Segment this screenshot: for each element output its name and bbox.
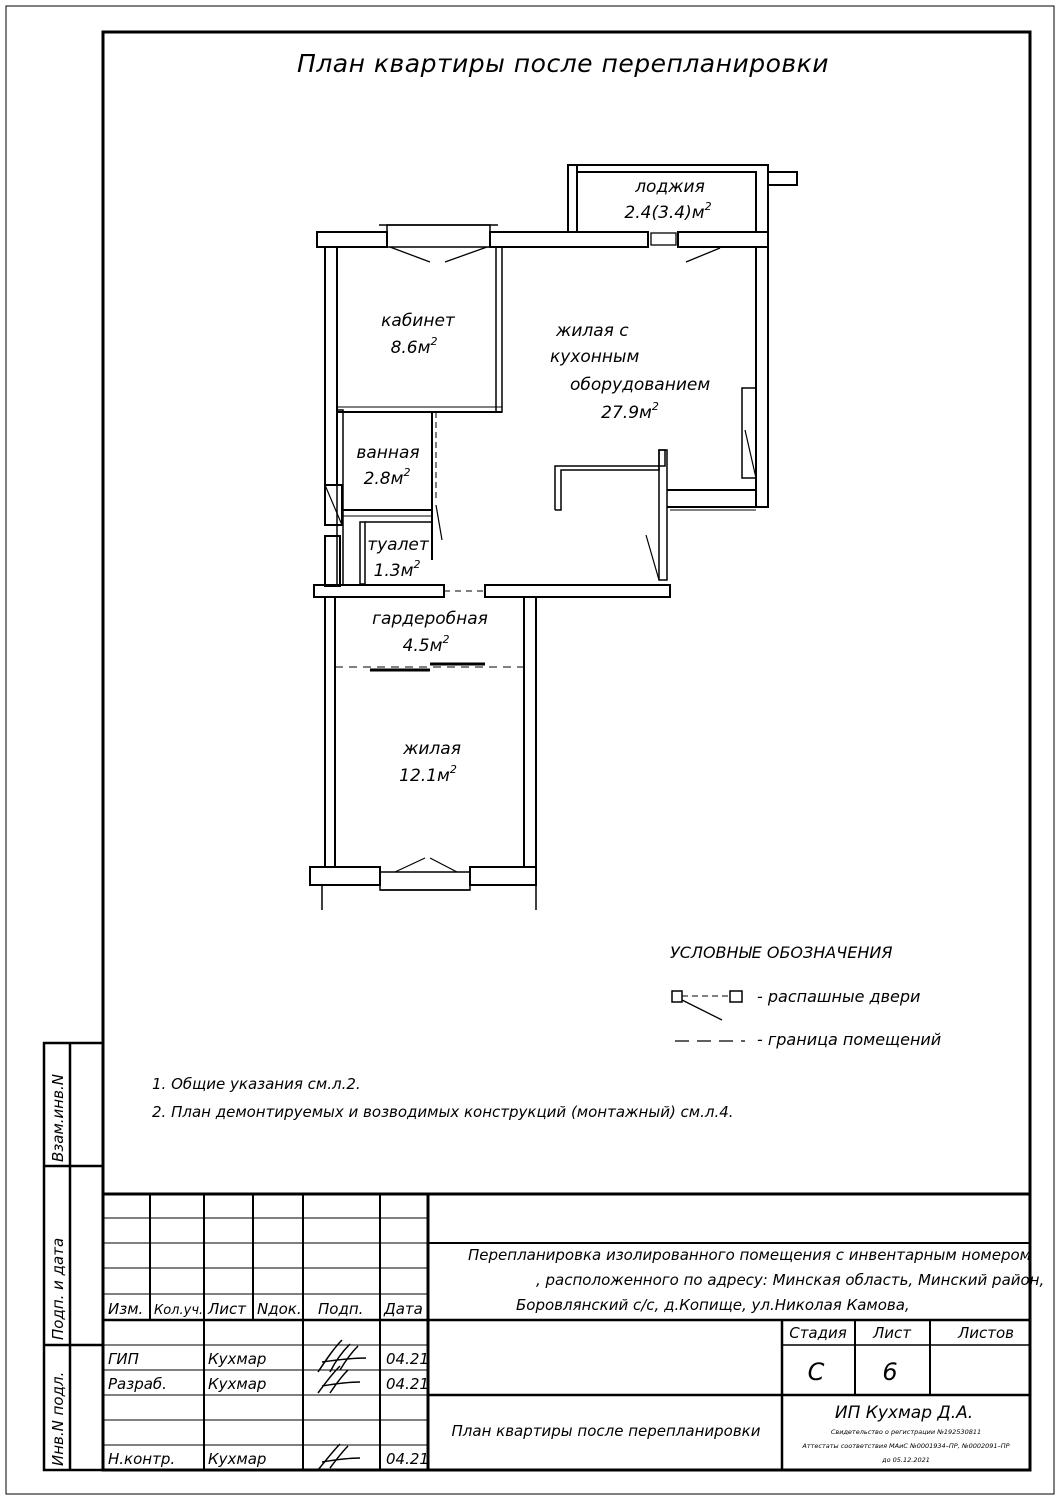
stamp-role-nkontr: Н.контр. [108, 1450, 176, 1468]
stamp-header-podp: Подп. [318, 1300, 364, 1318]
stamp-role-gip: ГИП [108, 1350, 139, 1368]
loggia-area: $2.4(3.4)м^2$ [624, 200, 712, 223]
company-name: ИП Кухмар Д.А. [834, 1403, 974, 1423]
stamp-header-list: Лист [208, 1300, 247, 1318]
stamp-header-ndok: Nдок. [257, 1300, 302, 1318]
living-kitchen-line1: жилая с [556, 321, 629, 341]
side-label-podp: Подп. и дата [49, 1237, 67, 1340]
loggia-wall [568, 165, 577, 232]
wall-top-left [317, 232, 387, 247]
bath-area: $2.8м^2$ [363, 466, 411, 489]
plan-title: План квартиры после перепланировки [297, 49, 829, 78]
toilet-area: $1.3м^2$ [373, 558, 421, 581]
living-name: жилая [403, 739, 461, 759]
wall-top-mid [490, 232, 648, 247]
stamp-name-gip: Кухмар [208, 1350, 267, 1368]
wardrobe-area: $4.5м^2$ [402, 633, 450, 656]
stage-label: Стадия [789, 1324, 847, 1342]
living-kitchen-line3: оборудованием [570, 375, 711, 395]
wall-lower-right [524, 597, 536, 867]
cabinet-area: $8.6м^2$ [390, 335, 438, 358]
sheets-label: Листов [957, 1324, 1015, 1342]
note-1: 1. Общие указания см.л.2. [152, 1075, 361, 1093]
project-line-2: , расположенного по адресу: Минская область, Минский район, [536, 1271, 1045, 1289]
wall-top-right [678, 232, 768, 247]
toilet-wall [360, 522, 365, 584]
sheet-title: План квартиры после перепланировки [451, 1422, 761, 1440]
window-cabinet [387, 225, 490, 247]
wardrobe-name: гардеробная [372, 609, 488, 629]
stamp-date-gip: 04.21 [386, 1350, 429, 1368]
kitchen-partition [555, 450, 665, 510]
signature [318, 1340, 366, 1470]
company-cert-1: Свидетельство о регистрации №192530811 [830, 1428, 982, 1436]
cabinet-name: кабинет [381, 311, 455, 331]
company-cert-2: Аттестаты соответствия МАиС №0001934–ПР, №0002091–ПР [802, 1442, 1010, 1450]
legend-door-symbol [672, 991, 682, 1002]
sheet-label: Лист [872, 1324, 912, 1342]
window-living [380, 872, 470, 890]
legend-heading: УСЛОВНЫЕ ОБОЗНАЧЕНИЯ [670, 943, 893, 962]
toilet-name: туалет [367, 535, 429, 555]
living-kitchen-area: $27.9м^2$ [601, 400, 659, 423]
company-cert-3: до 05.12.2021 [882, 1456, 930, 1464]
stamp-date-nkontr: 04.21 [386, 1450, 429, 1468]
wall-right [756, 247, 768, 507]
project-line-3: Боровлянский с/с, д.Копище, ул.Николая Камова, [516, 1296, 910, 1314]
wall-left [325, 247, 337, 485]
legend-boundary-label: - граница помещений [757, 1030, 942, 1049]
stamp-name-nkontr: Кухмар [208, 1450, 267, 1468]
note-2: 2. План демонтируемых и возводимых конструкций (монтажный) см.л.4. [152, 1103, 734, 1121]
wall-bottom [310, 867, 380, 885]
stamp-header-izm: Изм. [108, 1300, 144, 1318]
cabinet-partition [496, 247, 502, 412]
living-area: $12.1м^2$ [399, 763, 457, 786]
side-label-inv: Инв.N подл. [49, 1371, 67, 1466]
side-label-vzam: Взам.инв.N [49, 1074, 67, 1162]
stamp-name-razrab: Кухмар [208, 1375, 267, 1393]
stamp-date-razrab: 04.21 [386, 1375, 429, 1393]
wall-lower-left [325, 597, 335, 867]
sheet-value: 6 [882, 1358, 898, 1386]
stamp-role-razrab: Разраб. [108, 1375, 167, 1393]
bath-name: ванная [356, 443, 420, 463]
project-line-1: Перепланировка изолированного помещения с инвентарным номером [468, 1246, 1031, 1264]
legend-doors-label: - распашные двери [757, 987, 921, 1006]
loggia-name: лоджия [635, 177, 705, 197]
living-kitchen-line2: кухонным [550, 347, 640, 367]
stamp-header-data: Дата [384, 1300, 423, 1318]
stage-value: С [807, 1358, 825, 1386]
stamp-header-kol: Кол.уч. [154, 1303, 204, 1318]
legend [670, 943, 941, 1049]
